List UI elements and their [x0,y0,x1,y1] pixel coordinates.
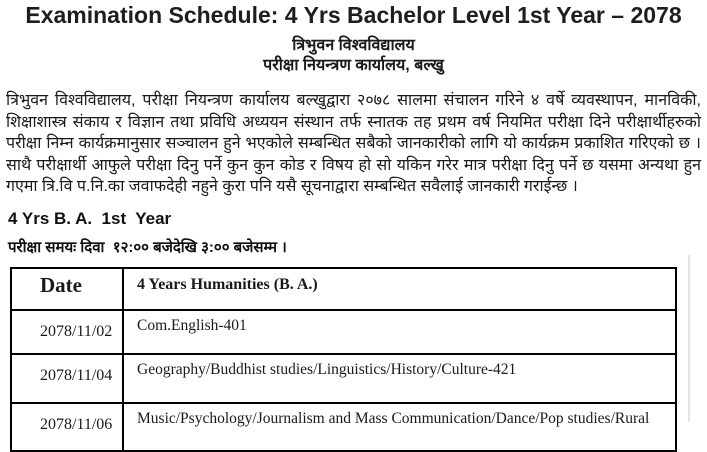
exam-time-line: परीक्षा समयः दिवा १२:०० बजेदेखि ३:०० बजेसम्म । [8,238,287,256]
column-header-date: Date [11,268,123,310]
notice-paragraph: त्रिभुवन विश्वविद्यालय, परीक्षा नियन्त्रण कार्यालय बल्खुद्वारा २०७८ सालमा संचालन गरिने ४ वर्षे व्यवस्थापन, मानविकी, शिक्षाशास्त्र संकाय र विज्ञान तथा प्रविधि अध्ययन संस्थान तर्फ स्नातक तह प्रथम वर्ष नियमित परीक्षा दिने परीक्षार्थीहरुको परीक्षा निम्न कार्यक्रमानुसार सञ्चालन हुने भएकोले सम्बन्धित सबैको जानकारीको लागि यो कार्यक्रम प्रकाशित गरिएको छ । साथै परीक्षार्थी आफुले परीक्षा दिनु पर्ने कुन कुन कोड र विषय हो सो यकिन गरेर मात्र परीक्षा दिनु पर्ने छ यसमा अन्यथा हुन गएमा त्रि.वि प.नि.का जवाफदेही नहुने कुरा पनि यसै सूचनाद्वारा सम्बन्धित सवैलाई जानकारी गराईन्छ । [6,92,701,195]
subjects-cell: Music/Psychology/Journalism and Mass Communication/Dance/Pop studies/Rural [123,403,676,451]
section-heading: 4 Yrs B. A. 1st Year [8,208,172,228]
subjects-cell: Com.English-401 [123,310,676,354]
date-cell: 2078/11/04 [11,354,123,403]
office-name: परीक्षा नियन्त्रण कार्यालय, बल्खु [263,57,444,74]
subjects-cell: Geography/Buddhist studies/Linguistics/History/Culture-421 [123,354,676,403]
organization-block [0,36,707,76]
column-header-subjects: 4 Years Humanities (B. A.) [123,268,676,310]
schedule-table [10,267,677,452]
page-title: Examination Schedule: 4 Yrs Bachelor Level 1st Year – 2078 [25,2,682,28]
date-cell: 2078/11/02 [11,310,123,354]
table-row [11,354,676,403]
date-cell: 2078/11/06 [11,403,123,451]
table-row [11,310,676,354]
document-page [0,2,707,433]
table-row [11,403,676,451]
table-header-row [11,268,676,310]
university-name: त्रिभुवन विश्वविद्यालय [292,37,415,54]
page-edge-divider [688,255,690,422]
